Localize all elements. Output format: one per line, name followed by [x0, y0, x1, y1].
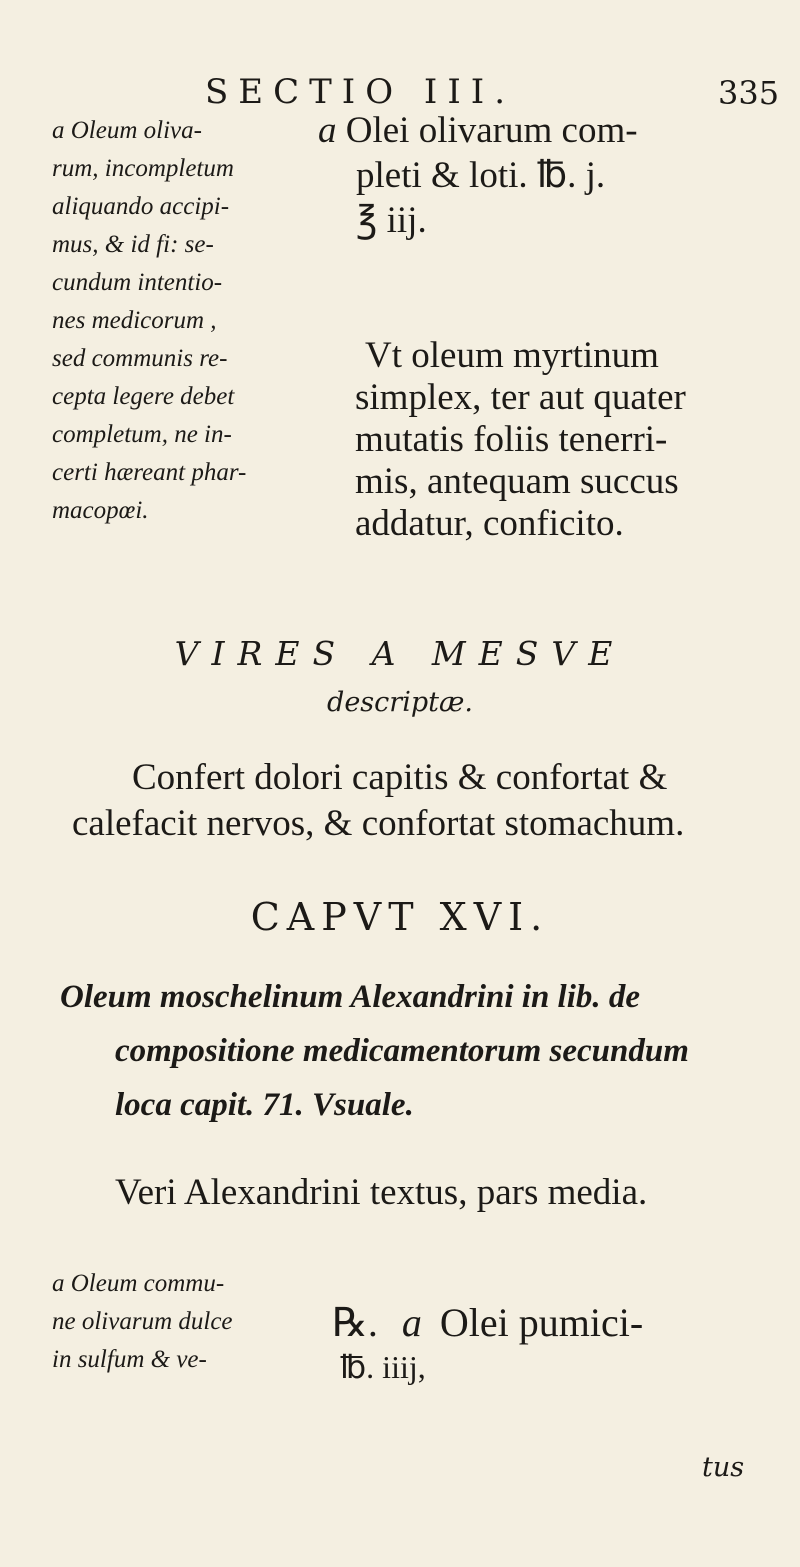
recipe-line: Olei pumici-	[439, 1300, 644, 1345]
text-line: Veri Alexandrini textus, pars media.	[115, 1172, 648, 1213]
recipe-symbol: ℞.	[332, 1300, 378, 1345]
marginal-note-2	[52, 1265, 312, 1379]
running-head: SECTIO III.	[205, 72, 516, 112]
section-heading: VIRES A MESVE	[174, 634, 626, 673]
paragraph-3	[115, 1170, 795, 1215]
italic-paragraph	[60, 970, 775, 1132]
note-line: certi hæreant phar-	[52, 459, 247, 486]
text-line: loca capit. 71. Vsuale.	[115, 1087, 414, 1123]
note-line: in sulfum & ve-	[52, 1346, 207, 1373]
section-subheading: descriptæ.	[327, 687, 473, 718]
note-line: a Oleum oliva-	[52, 117, 202, 144]
text-line: calefacit nervos, & confortat stomachum.	[72, 803, 685, 844]
paragraph-2	[72, 755, 772, 847]
note-line: ne olivarum dulce	[52, 1308, 233, 1335]
page-number: 335	[718, 74, 780, 112]
recipe-line: ℥ iij.	[356, 200, 427, 241]
chapter-heading: CAPVT XVI.	[250, 895, 550, 939]
note-line: completum, ne in-	[52, 421, 232, 448]
note-line: a Oleum commu-	[52, 1270, 225, 1297]
recipe-line: pleti & loti. ℔. j.	[356, 155, 606, 196]
note-line: nes medicorum ,	[52, 307, 217, 334]
text-line: Confert dolori capitis & confortat &	[132, 757, 668, 798]
note-marker: a	[318, 110, 337, 151]
note-line: sed communis re-	[52, 345, 228, 372]
note-line: macopœi.	[52, 497, 149, 524]
recipe-2	[332, 1300, 792, 1390]
text-line: addatur, conficito.	[355, 503, 624, 544]
paragraph-1	[355, 335, 795, 545]
recipe-line: ℔. iiij,	[340, 1349, 426, 1385]
note-line: rum, incompletum	[52, 155, 234, 182]
text-line: simplex, ter aut quater	[355, 377, 686, 418]
marginal-note-1	[52, 112, 312, 530]
recipe-line: Olei olivarum com-	[345, 110, 638, 151]
note-line: cepta legere debet	[52, 383, 235, 410]
text-line: mutatis foliis tenerri-	[355, 419, 668, 460]
text-line: mis, antequam succus	[355, 461, 679, 502]
note-line: aliquando accipi-	[52, 193, 230, 220]
catchword: tus	[702, 1452, 745, 1483]
text-line: Vt oleum myrtinum	[365, 335, 659, 376]
text-line: Oleum moschelinum Alexandrini in lib. de	[60, 979, 641, 1015]
recipe-1	[318, 108, 778, 243]
note-line: cundum intentio-	[52, 269, 223, 296]
note-line: mus, & id fi: se-	[52, 231, 214, 258]
text-line: compositione medicamentorum secundum	[115, 1033, 689, 1069]
note-marker: a	[401, 1300, 422, 1345]
